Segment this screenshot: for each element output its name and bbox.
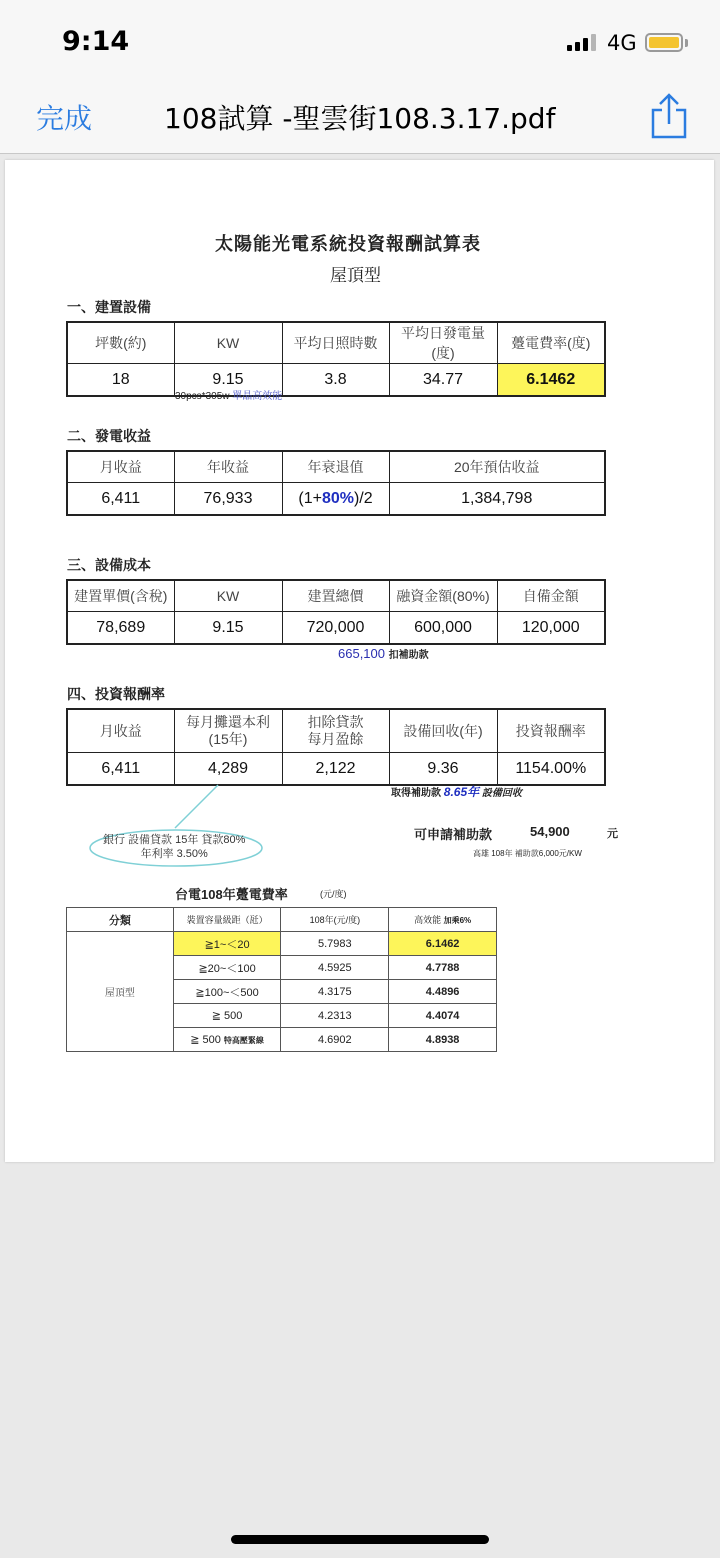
payback-suffix: 設備回收: [481, 788, 522, 799]
rate-cell: 4.2313: [281, 1004, 389, 1028]
header-cell: 扣除貸款 每月盈餘: [282, 709, 389, 753]
hi-rate-cell: 4.4896: [389, 980, 497, 1004]
battery-icon: [645, 33, 683, 52]
range-extra: 特高壓緊線: [223, 1036, 264, 1045]
header-cell: 投資報酬率: [497, 709, 605, 753]
range-text: ≧ 500: [190, 1034, 221, 1046]
header-cell: 建置總價: [282, 580, 389, 612]
net-cost-value: 665,100: [338, 646, 385, 661]
header-cell: 躉電費率(度): [497, 322, 605, 364]
header-cell: 建置單價(含稅): [67, 580, 174, 612]
header-cell: KW: [174, 580, 282, 612]
subsidy-label: 可申請補助款: [414, 827, 493, 842]
range-cell: [173, 1028, 281, 1052]
table-header-row: [67, 451, 605, 483]
tariff-table: [66, 907, 497, 1052]
header-cell: 平均日發電量(度): [389, 322, 497, 364]
header-cell: 20年預估收益: [389, 451, 605, 483]
header-cell: 分類: [67, 908, 174, 932]
value-cell: 9.15: [174, 612, 282, 645]
doc-subtitle: 屋頂型: [330, 266, 381, 285]
header-cell: 坪數(約): [67, 322, 174, 364]
table-row: [67, 753, 605, 786]
value-cell: 600,000: [389, 612, 497, 645]
header-cell: 年衰退值: [282, 451, 389, 483]
header-cell: [389, 908, 497, 932]
value-cell: 78,689: [67, 612, 174, 645]
rate-cell: 4.5925: [281, 956, 389, 980]
pdf-page: [5, 160, 714, 1162]
done-button[interactable]: 完成: [36, 102, 93, 135]
status-bar: [0, 0, 720, 85]
value-cell: 34.77: [389, 364, 497, 397]
header-cell: 108年(元/度): [281, 908, 389, 932]
header-cell: 月收益: [67, 451, 174, 483]
header-cell: 設備回收(年): [389, 709, 497, 753]
rate-cell: 4.6902: [281, 1028, 389, 1052]
range-cell: ≧1~＜20: [173, 932, 281, 956]
hi-rate-cell: 4.7788: [389, 956, 497, 980]
subsidy-value: 54,900: [530, 824, 570, 839]
value-cell: 6,411: [67, 753, 174, 786]
value-cell: 76,933: [174, 483, 282, 516]
category-cell: 屋頂型: [67, 932, 174, 1052]
range-cell: ≧ 500: [173, 1004, 281, 1028]
section-2-heading: 二、發電收益: [67, 428, 151, 444]
hi-rate-cell: 4.8938: [389, 1028, 497, 1052]
payback-note: [391, 783, 522, 800]
bank-note-line2: 年利率 3.50%: [140, 848, 208, 860]
hi-rate-cell: 6.1462: [389, 932, 497, 956]
signal-icon: [567, 34, 596, 51]
section-4-heading: 四、投資報酬率: [67, 686, 165, 702]
payback-prefix: 取得補助款: [391, 788, 441, 799]
header-cell: 每月攤還本利 (15年): [174, 709, 282, 753]
home-indicator[interactable]: [231, 1535, 489, 1544]
value-cell: 720,000: [282, 612, 389, 645]
header-cell: 裝置容量級距（瓩）: [173, 908, 281, 932]
table-row: [67, 483, 605, 516]
panel-note: [175, 387, 282, 402]
header-hi-bonus: 加乘6%: [443, 916, 472, 925]
value-cell: 6,411: [67, 483, 174, 516]
battery-tip: [685, 39, 688, 47]
doc-title: 太陽能光電系統投資報酬試算表: [215, 234, 481, 254]
rate-cell: 5.7983: [281, 932, 389, 956]
rate-table-unit: (元/度): [320, 889, 347, 899]
cost-table: [66, 579, 606, 645]
share-icon[interactable]: [650, 93, 688, 143]
header-cell: 月收益: [67, 709, 174, 753]
document-title: 108試算 -聖雲街108.3.17.pdf: [164, 102, 556, 135]
section-3-heading: 三、設備成本: [67, 557, 151, 573]
value-cell: 120,000: [497, 612, 605, 645]
range-cell: ≧100~＜500: [173, 980, 281, 1004]
rate-table-title: 台電108年躉電費率: [175, 887, 288, 902]
table-row: [67, 364, 605, 397]
decay-prefix: (1+: [298, 489, 322, 507]
clock: 9:14: [62, 26, 130, 57]
subsidy-cost-note: [338, 646, 429, 661]
header-cell: 年收益: [174, 451, 282, 483]
nav-bar: [0, 85, 720, 154]
subsidy-note: 高雄 108年 補助款6,000元/KW: [473, 849, 582, 858]
header-cell: 平均日照時數: [282, 322, 389, 364]
subsidy-unit: 元: [607, 828, 618, 840]
header-cell: 自備金額: [497, 580, 605, 612]
table-row: [67, 932, 497, 956]
value-cell: 2,122: [282, 753, 389, 786]
table-header-row: [67, 908, 497, 932]
roi-table: [66, 708, 606, 786]
section-1-heading: 一、建置設備: [67, 299, 151, 315]
panel-type: 單晶高效能: [232, 391, 283, 402]
header-cell: KW: [174, 322, 282, 364]
value-cell: 18: [67, 364, 174, 397]
range-cell: ≧20~＜100: [173, 956, 281, 980]
panel-spec: 30pcs*305w: [175, 391, 230, 402]
value-cell: 4,289: [174, 753, 282, 786]
table-row: [67, 612, 605, 645]
payback-years: 8.65年: [443, 785, 480, 799]
value-cell: 9.36: [389, 753, 497, 786]
value-cell: 1154.00%: [497, 753, 605, 786]
table-header-row: [67, 709, 605, 753]
value-cell: 3.8: [282, 364, 389, 397]
value-cell-highlight: 6.1462: [497, 364, 605, 397]
net-cost-label: 扣補助款: [388, 650, 429, 661]
network-type: 4G: [607, 31, 637, 55]
decay-cell: [282, 483, 389, 516]
equipment-table: [66, 321, 606, 397]
header-cell: 融資金額(80%): [389, 580, 497, 612]
decay-suffix: )/2: [353, 489, 373, 507]
value-cell: 9.15: [174, 364, 282, 397]
rate-cell: 4.3175: [281, 980, 389, 1004]
decay-percent: 80%: [321, 489, 354, 507]
revenue-table: [66, 450, 606, 516]
header-hi-label: 高效能: [414, 915, 442, 925]
table-header-row: [67, 580, 605, 612]
bank-note-line1: 銀行 設備貸款 15年 貸款80%: [103, 834, 246, 846]
bank-note: [103, 833, 245, 861]
table-header-row: [67, 322, 605, 364]
hi-rate-cell: 4.4074: [389, 1004, 497, 1028]
value-cell: 1,384,798: [389, 483, 605, 516]
